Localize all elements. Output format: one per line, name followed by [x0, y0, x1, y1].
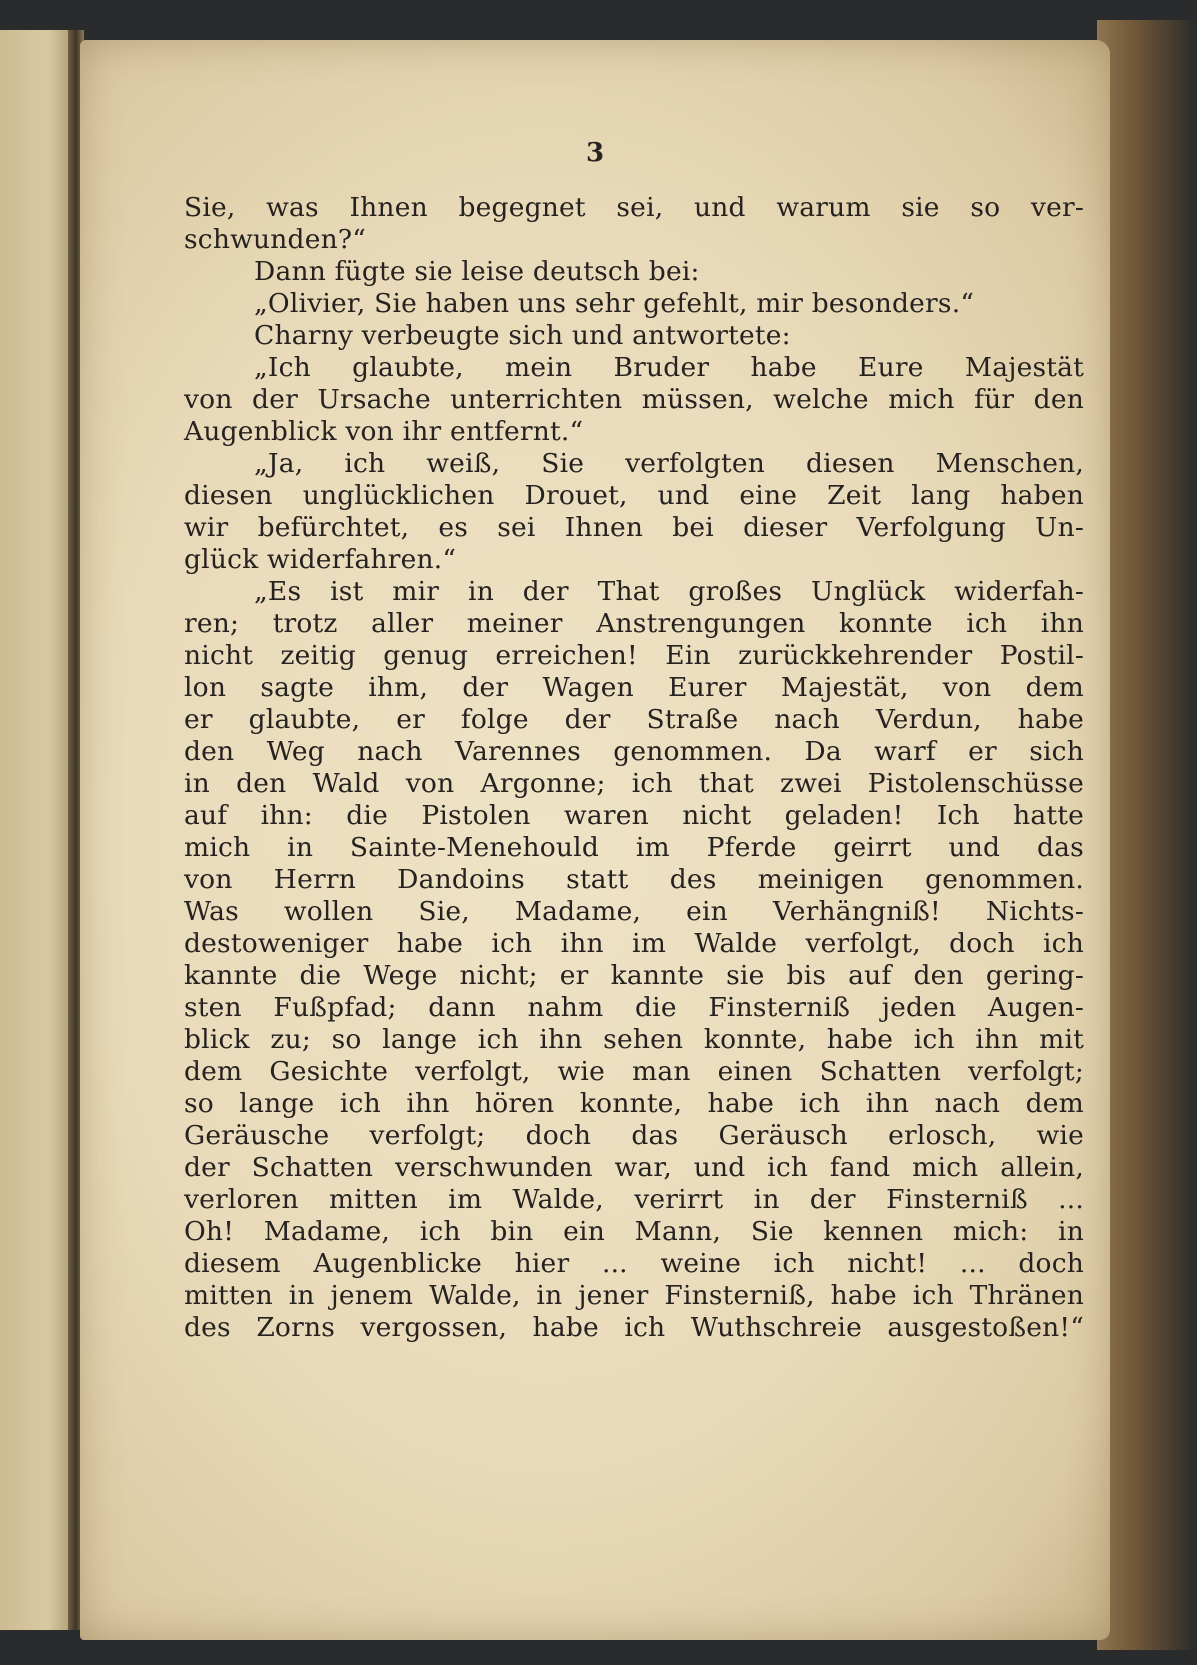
- text-line: glück widerfahren.“: [184, 544, 457, 575]
- book-page: [80, 40, 1110, 1640]
- text-line: diesen unglücklichen Drouet, und eine Zeit lang haben: [184, 480, 1084, 511]
- text-line: in den Wald von Argonne; ich that zwei Pistolenschüsse: [184, 768, 1084, 799]
- text-line: „Olivier, Sie haben uns sehr gefehlt, mir besonders.“: [254, 288, 975, 319]
- text-line: Was wollen Sie, Madame, ein Verhängniß! Nichts-: [184, 896, 1084, 927]
- text-line: sten Fußpfad; dann nahm die Finsterniß jeden Augen-: [184, 992, 1084, 1023]
- text-line: des Zorns vergossen, habe ich Wuthschreie ausgestoßen!“: [184, 1312, 1084, 1343]
- text-line: diesem Augenblicke hier ... weine ich nicht! ... doch: [184, 1248, 1084, 1279]
- text-line: Charny verbeugte sich und antwortete:: [254, 320, 791, 351]
- text-line: so lange ich ihn hören konnte, habe ich ihn nach dem: [184, 1088, 1084, 1119]
- text-line: „Ja, ich weiß, Sie verfolgten diesen Menschen,: [254, 448, 1084, 479]
- text-line: verloren mitten im Walde, verirrt in der Finsterniß ...: [184, 1184, 1084, 1215]
- page-number: 3: [585, 138, 605, 168]
- book-cover-edge: [1097, 20, 1197, 1650]
- text-line: „Ich glaubte, mein Bruder habe Eure Majestät: [254, 352, 1084, 383]
- text-line: der Schatten verschwunden war, und ich fand mich allein,: [184, 1152, 1084, 1183]
- text-line: auf ihn: die Pistolen waren nicht geladen! Ich hatte: [184, 800, 1084, 831]
- text-line: kannte die Wege nicht; er kannte sie bis auf den gering-: [184, 960, 1084, 991]
- text-line: von der Ursache unterrichten müssen, welche mich für den: [184, 384, 1084, 415]
- text-line: ren; trotz aller meiner Anstrengungen konnte ich ihn: [184, 608, 1084, 639]
- text-line: dem Gesichte verfolgt, wie man einen Schatten verfolgt;: [184, 1056, 1084, 1087]
- text-line: blick zu; so lange ich ihn sehen konnte, habe ich ihn mit: [184, 1024, 1084, 1055]
- text-line: Dann fügte sie leise deutsch bei:: [254, 256, 700, 287]
- text-line: „Es ist mir in der That großes Unglück widerfah-: [254, 576, 1084, 607]
- text-line: Augenblick von ihr entfernt.“: [184, 416, 584, 447]
- page-text: [184, 192, 1084, 1344]
- text-line: den Weg nach Varennes genommen. Da warf er sich: [184, 736, 1084, 767]
- text-line: wir befürchtet, es sei Ihnen bei dieser Verfolgung Un-: [184, 512, 1084, 543]
- text-line: mitten in jenem Walde, in jener Finsterniß, habe ich Thränen: [184, 1280, 1084, 1311]
- text-line: nicht zeitig genug erreichen! Ein zurückkehrender Postil-: [184, 640, 1084, 671]
- text-line: von Herrn Dandoins statt des meinigen genommen.: [184, 864, 1084, 895]
- text-line: Oh! Madame, ich bin ein Mann, Sie kennen mich: in: [184, 1216, 1084, 1247]
- text-line: lon sagte ihm, der Wagen Eurer Majestät, von dem: [184, 672, 1084, 703]
- text-line: Sie, was Ihnen begegnet sei, und warum sie so ver-: [184, 192, 1084, 223]
- text-line: mich in Sainte-Menehould im Pferde geirrt und das: [184, 832, 1084, 863]
- text-line: Geräusche verfolgt; doch das Geräusch erlosch, wie: [184, 1120, 1084, 1151]
- text-line: destoweniger habe ich ihn im Walde verfolgt, doch ich: [184, 928, 1084, 959]
- text-line: schwunden?“: [184, 224, 366, 255]
- text-line: er glaubte, er folge der Straße nach Verdun, habe: [184, 704, 1084, 735]
